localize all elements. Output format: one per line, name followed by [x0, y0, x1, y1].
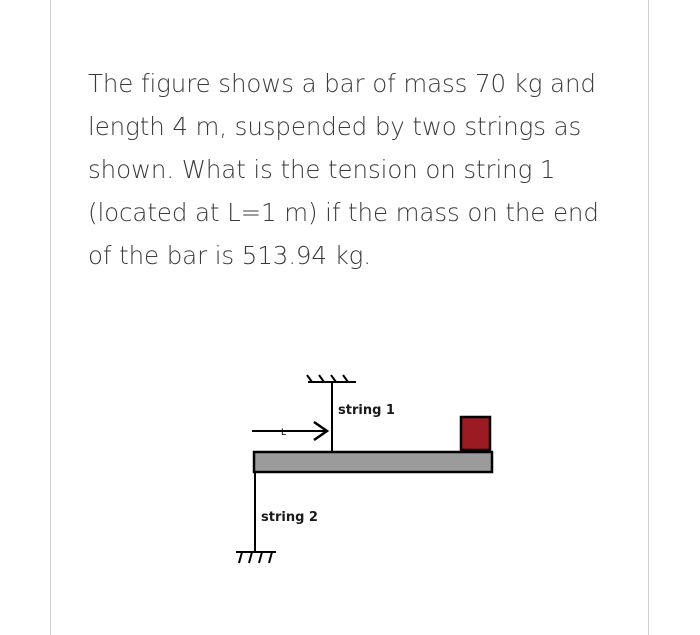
page-border-right — [648, 0, 649, 635]
page-border-left — [50, 0, 51, 635]
string-2-label: string 2 — [261, 510, 318, 525]
ground-support-string2 — [236, 552, 276, 563]
end-mass-block — [461, 417, 490, 450]
distance-l-label: L — [281, 428, 287, 438]
question-text: The figure shows a bar of mass 70 kg and length 4 m, suspended by two strings as shown. What is the tension on string 1 (located at L=1 m) if the mass on the end of the bar is 513.94 kg. — [88, 69, 599, 270]
bar-strings-diagram — [230, 365, 510, 580]
string-1-label: string 1 — [338, 403, 395, 418]
distance-l-arrow — [252, 422, 327, 440]
bar — [254, 452, 492, 472]
ceiling-support-string1 — [307, 375, 356, 382]
